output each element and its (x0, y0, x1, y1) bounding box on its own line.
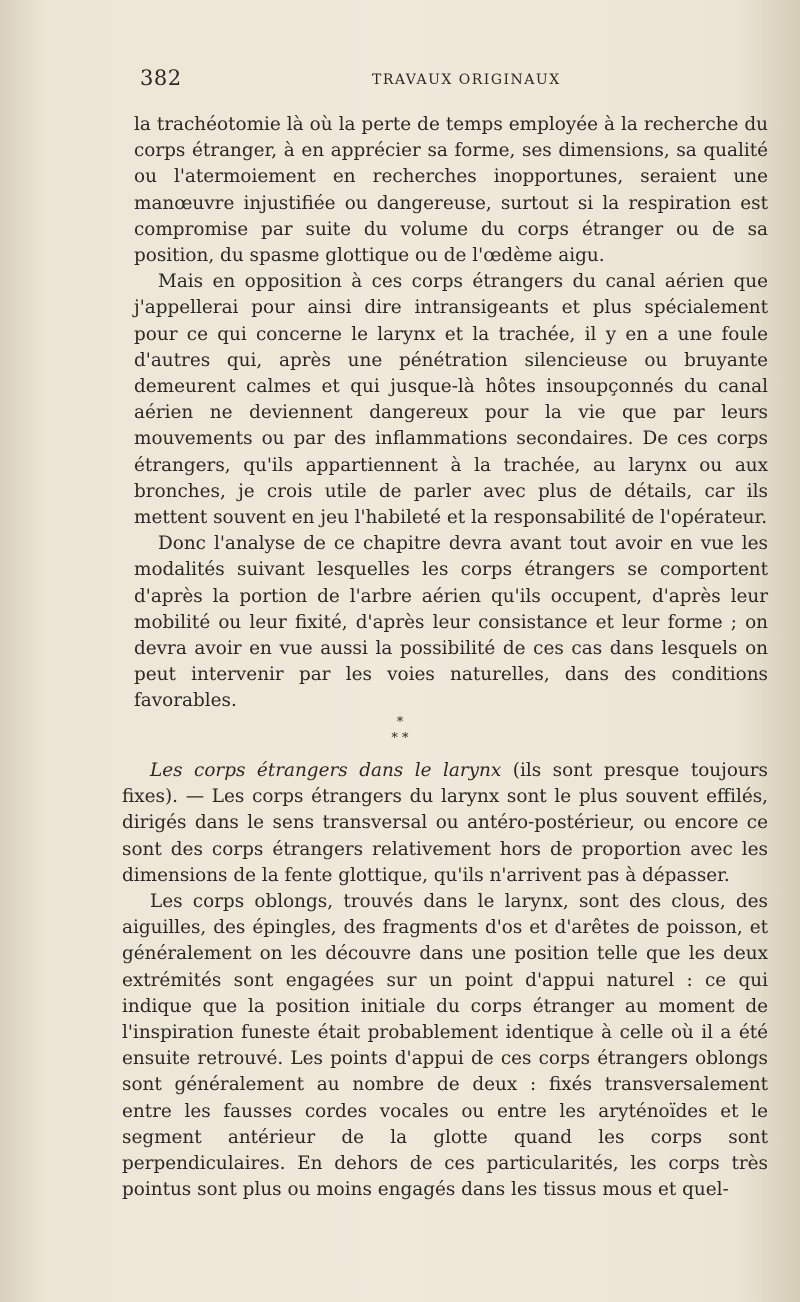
paragraph: Les corps oblongs, trouvés dans le larynx, sont des clous, des aiguilles, des épingles, des fragments d'os et d'arêtes de poisson, et généralement on les découvre dans une position telle que les deux extrémités sont engagées sur un point d'appui naturel : ce qui indique que la position initiale du corps étranger au moment de l'inspiration funeste était probablement identique à celle où il a été ensuite retrouvé. Les points d'appui de ces corps étrangers oblongs sont généralement au nombre de deux : fixés transversalement entre les fausses cordes vocales ou entre les aryténoïdes et le segment antérieur de la glotte quand les corps sont perpendiculaires. En dehors de ces particularités, les corps très pointus sont plus ou moins engagés dans les tissus mous et quel- (122, 891, 768, 1201)
section-ornament-top: * (396, 715, 404, 730)
section-larynx (122, 758, 768, 1203)
paragraph: Donc l'analyse de ce chapitre devra avant tout avoir en vue les modalités suivant lesquelles les corps étrangers se comportent d'après la portion de l'arbre aérien qu'ils occupent, d'après leur mobilité ou leur fixité, d'après leur consistance et leur forme ; on devra avoir en vue aussi la possibilité de ces cas dans lesquels on peut intervenir par les voies naturelles, dans des conditions favorables. (134, 533, 768, 712)
paragraph: Mais en opposition à ces corps étrangers du canal aérien que j'appellerai pour ainsi dire intransigeants et plus spécialement pour ce qui concerne le larynx et la trachée, il y en a une foule d'autres qui, après une pénétration silencieuse ou bruyante demeurent calmes et qui jusque-là hôtes insoupçonnés du canal aérien ne deviennent dangereux pour la vie que par leurs mouvements ou par des inflammations secondaires. De ces corps étrangers, qu'ils appartiennent à la trachée, au larynx ou aux bronches, je crois utile de parler avec plus de détails, car ils mettent souvent en jeu l'habileté et la responsabilité de l'opérateur. (134, 271, 768, 529)
page-number: 382 (140, 66, 182, 90)
main-text-block (134, 112, 768, 715)
section-first-paragraph (122, 758, 768, 889)
paragraph-continued: la trachéotomie là où la perte de temps employée à la recherche du corps étranger, à en apprécier sa forme, ses dimensions, sa qualité ou l'atermoiement en recherches inopportunes, seraient une manœuvre injustifiée ou dangereuse, surtout si la respiration est compromise par suite du volume du corps étranger ou de sa position, du spasme glottique ou de l'œdème aigu. (134, 114, 768, 267)
section-title: Les corps étrangers dans le larynx (150, 760, 502, 781)
section-ornament-bottom: * * (391, 731, 409, 746)
running-head: TRAVAUX ORIGINAUX (372, 72, 561, 88)
page-header (140, 66, 780, 96)
section-intro-text: (ils sont presque toujours fixes). — Les corps étrangers du larynx sont le plus souvent effilés, dirigés dans le sens transversal ou antéro-postérieur, ou encore ce sont des corps étrangers relativement hors de proportion avec les dimensions de la fente glottique, qu'ils n'arrivent pas à dépasser. (122, 760, 768, 886)
